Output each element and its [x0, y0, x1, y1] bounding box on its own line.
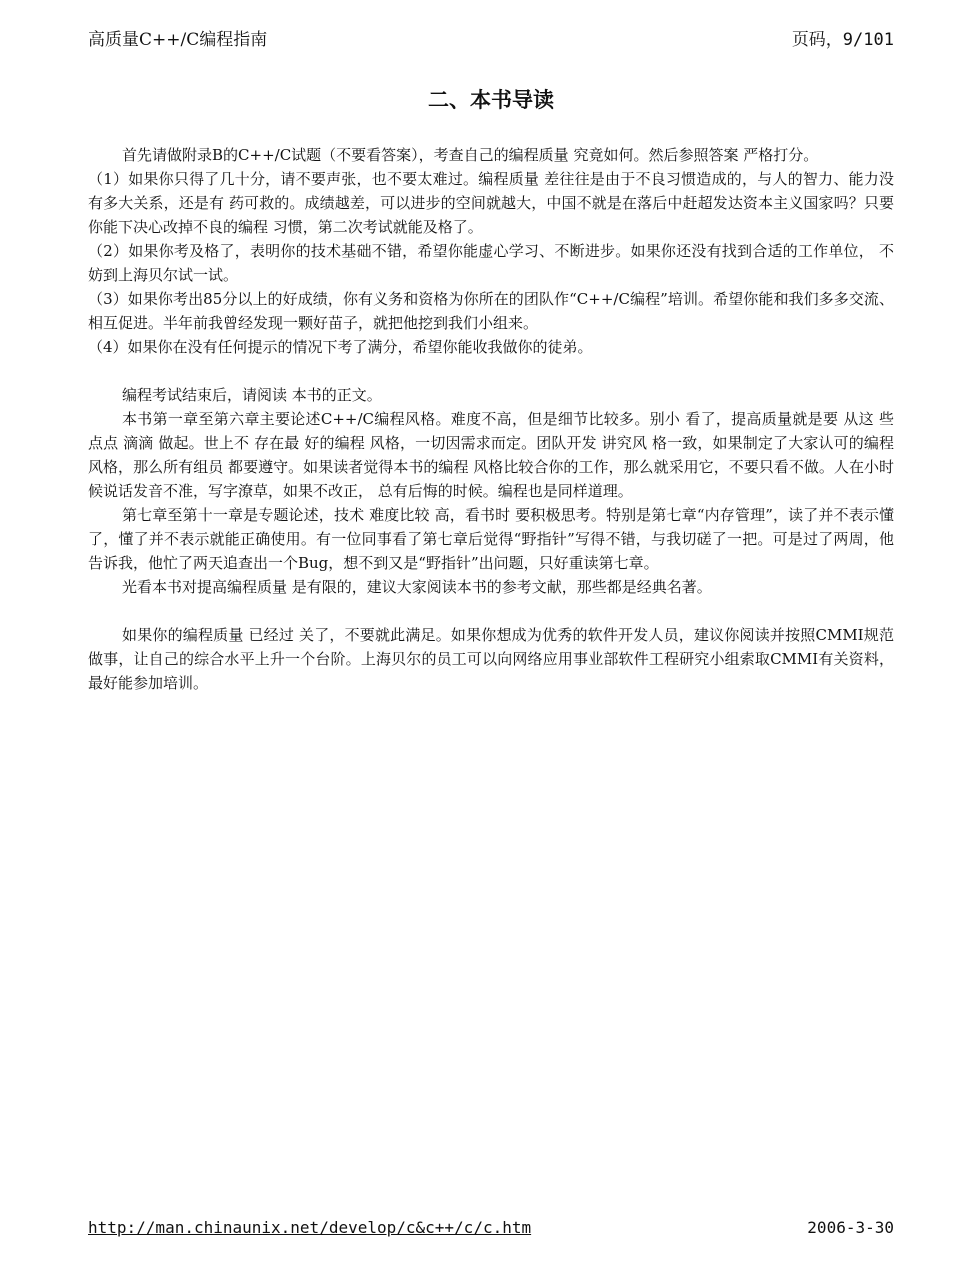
paragraph-chapters-1-6: 本书第一章至第六章主要论述C++/C编程风格。难度不高，但是细节比较多。别小 看了，提高质量就是要 从这 些点点 滴滴 做起。世上不 存在最 好的编程 风格，一切因需求而定。团队开发 讲究风 格一致，如果制定了大家认可的编程 风格，那么所有组员 都要遵守。如果读者觉得本书的编程 风格比较合你的工作，那么就采用它，不要只看不做。人在小时 候说话发音不准，写字潦草，如果不改正， 总有后悔的时候。编程也是同样道理。 [88, 410, 894, 500]
footer-date: 2006-3-30 [807, 1218, 894, 1237]
page-footer [88, 1216, 894, 1240]
document-body [88, 143, 894, 695]
source-url-link[interactable]: http://man.chinaunix.net/develop/c&c++/c/c.htm [88, 1218, 532, 1237]
page-header [88, 28, 894, 54]
paragraph-score-case-1: （1）如果你只得了几十分，请不要声张，也不要太难过。编程质量 差往往是由于不良习惯造成的，与人的智力、能力没有多大关系，还是有 药可救的。成绩越差，可以进步的空间就越大，中国不就是在落后中赶超发达资本主义国家吗？只要你能下决心改掉不良的编程 习惯，第二次考试就能及格了。 [88, 170, 894, 236]
paragraph-score-case-2: （2）如果你考及格了，表明你的技术基础不错，希望你能虚心学习、不断进步。如果你还没有找到合适的工作单位， 不妨到上海贝尔试一试。 [88, 242, 894, 284]
page-number: 页码，9/101 [791, 30, 894, 50]
paragraph-chapters-7-11: 第七章至第十一章是专题论述，技术 难度比较 高，看书时 要积极思考。特别是第七章“内存管理”，读了并不表示懂了，懂了并不表示就能正确使用。有一位同事看了第七章后觉得“野指针”写得不错，与我切磋了一把。可是过了两周，他告诉我，他忙了两天追查出一个Bug，想不到又是“野指针”出问题，只好重读第七章。 [88, 506, 894, 572]
paragraph-spacer [88, 599, 894, 623]
section-title: 二、本书导读 [428, 88, 554, 112]
document-title: 高质量C++/C编程指南 [88, 30, 268, 50]
paragraph-after-exam: 编程考试结束后，请阅读 本书的正文。 [122, 386, 382, 404]
paragraph-spacer [88, 359, 894, 383]
paragraph-references: 光看本书对提高编程质量 是有限的，建议大家阅读本书的参考文献，那些都是经典名著。 [122, 578, 712, 596]
paragraph-intro: 首先请做附录B的C++/C试题（不要看答案），考查自己的编程质量 究竟如何。然后参照答案 严格打分。 [122, 146, 819, 164]
paragraph-cmmi: 如果你的编程质量 已经过 关了，不要就此满足。如果你想成为优秀的软件开发人员，建议你阅读并按照CMMI规范做事，让自己的综合水平上升一个台阶。上海贝尔的员工可以向网络应用事业部软件工程研究小组索取CMMI有关资料，最好能参加培训。 [88, 626, 894, 692]
paragraph-score-case-4: （4）如果你在没有任何提示的情况下考了满分，希望你能收我做你的徒弟。 [88, 338, 593, 356]
paragraph-score-case-3: （3）如果你考出85分以上的好成绩，你有义务和资格为你所在的团队作“C++/C编程”培训。希望你能和我们多多交流、相互促进。半年前我曾经发现一颗好苗子，就把他挖到我们小组来。 [88, 290, 894, 332]
